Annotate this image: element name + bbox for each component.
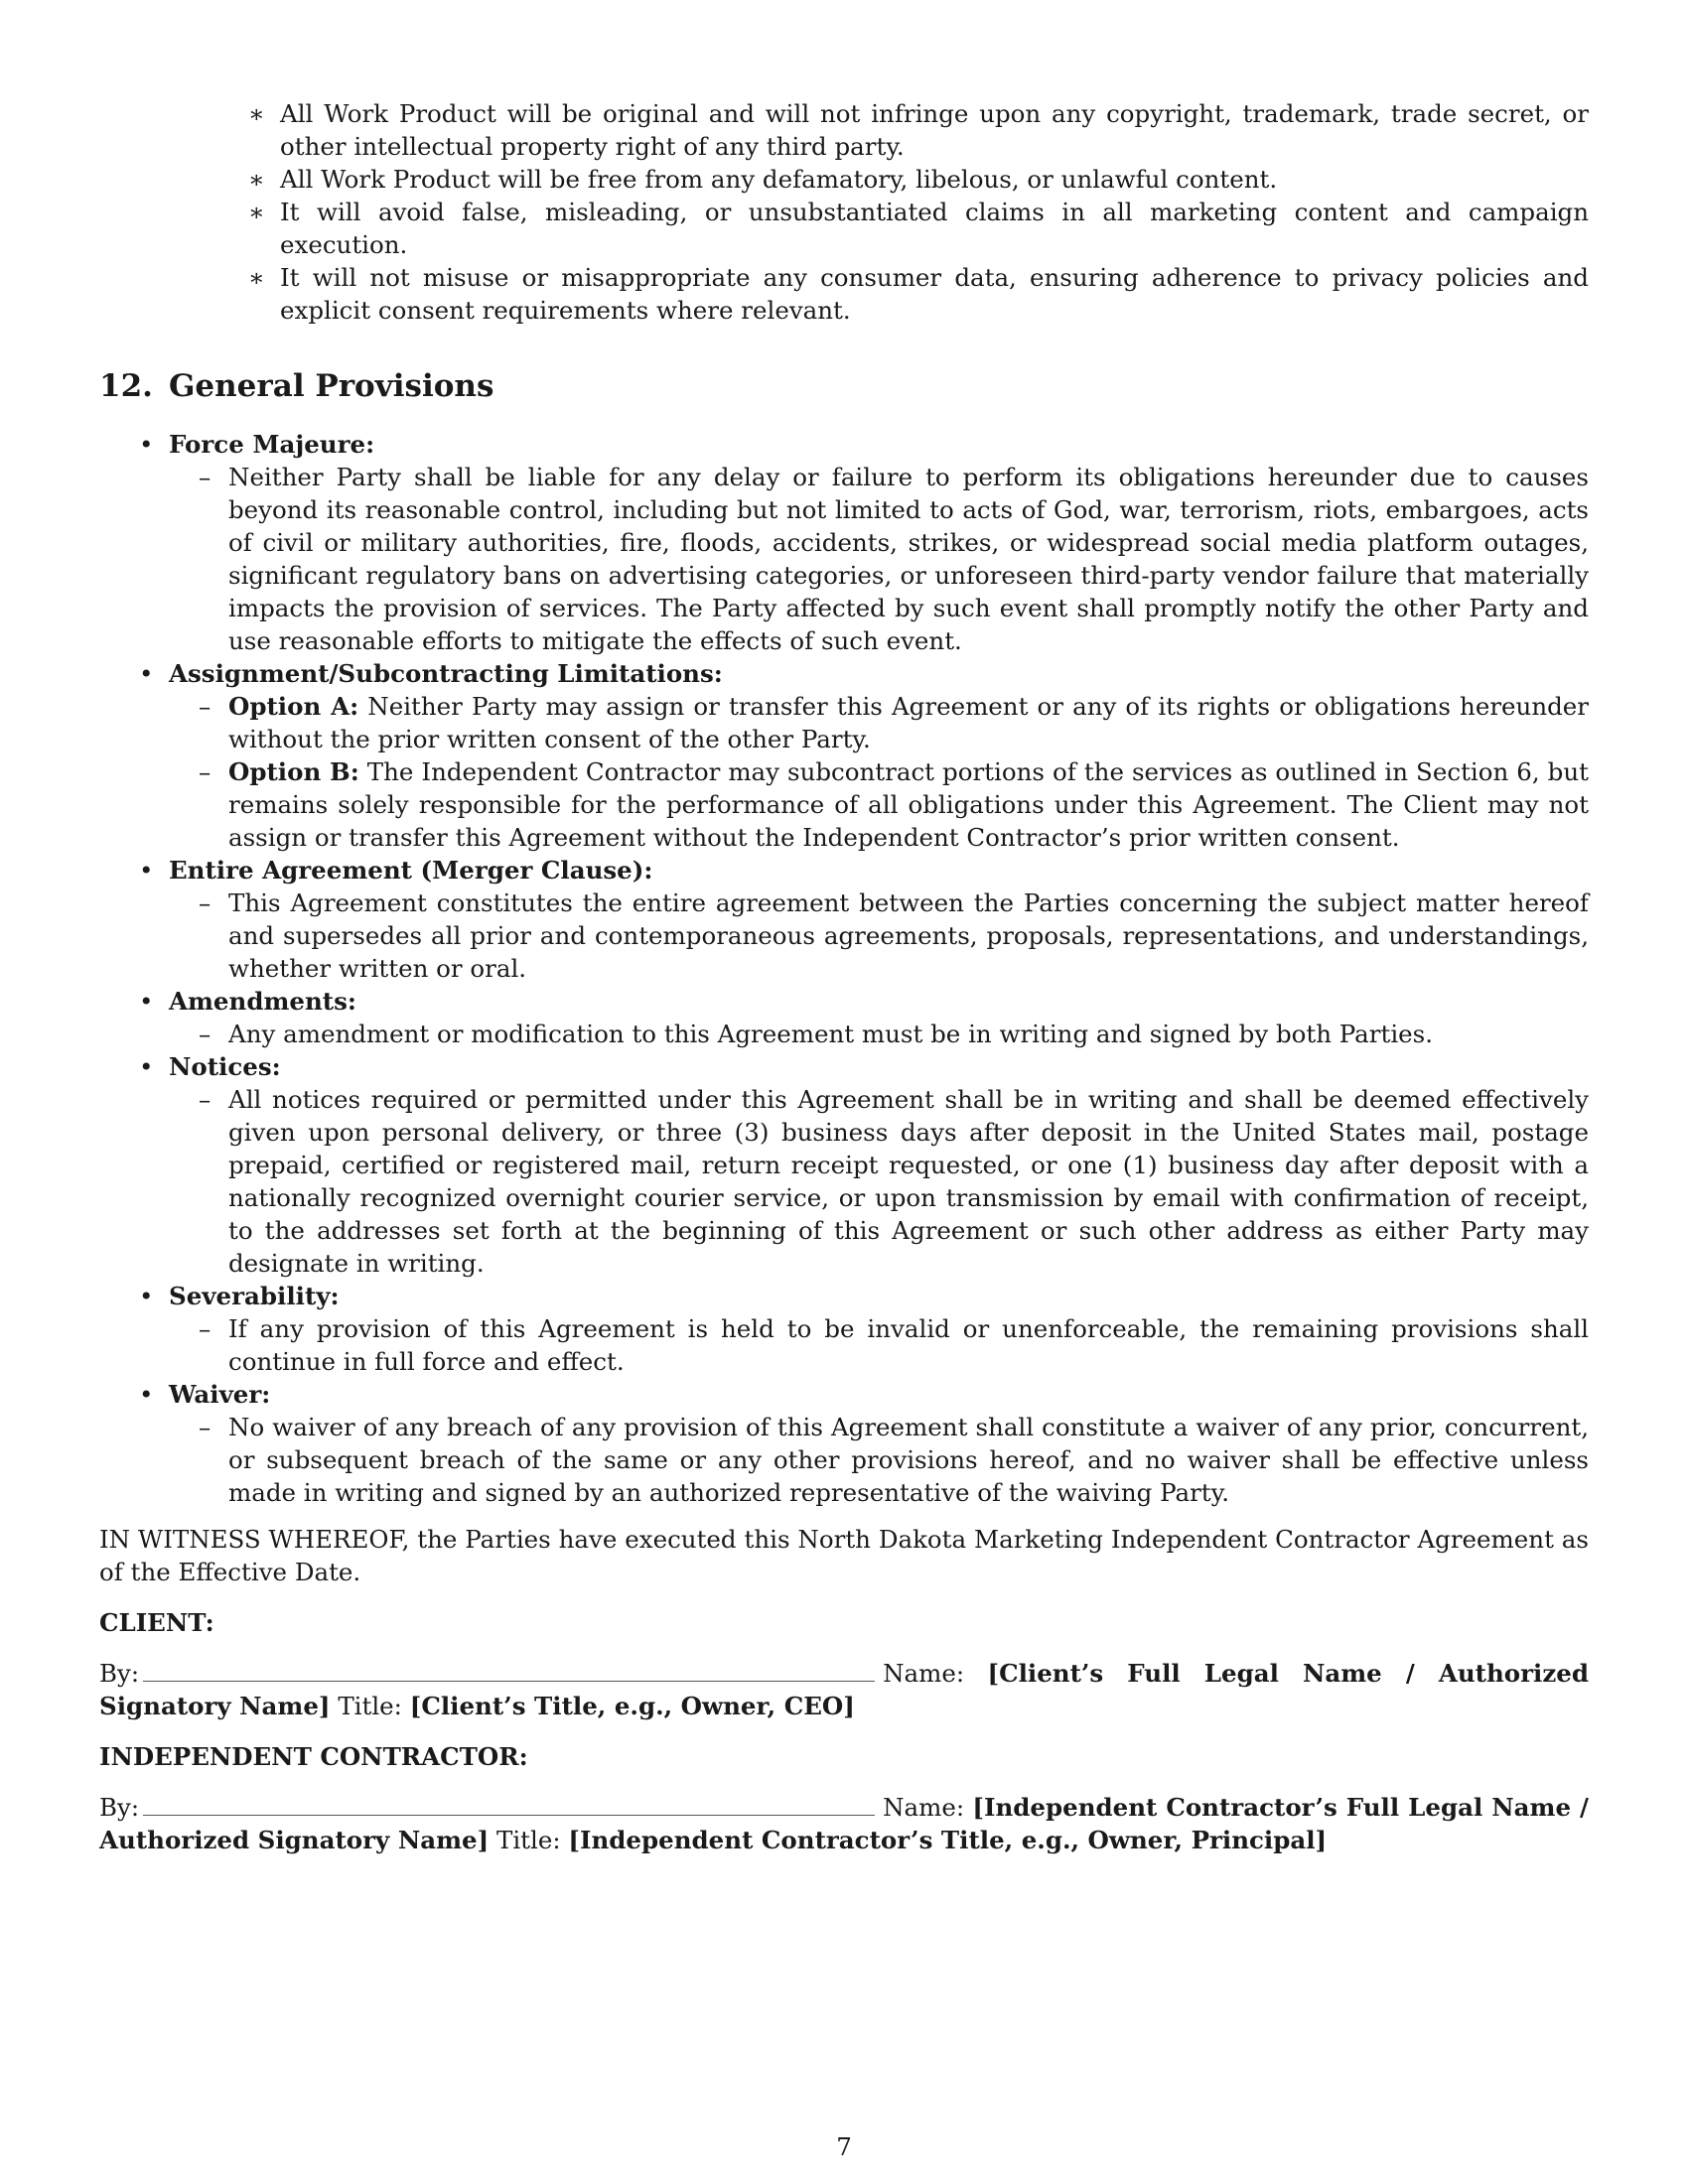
dash-bullet-icon: –	[199, 1020, 211, 1048]
page-content	[99, 97, 1589, 1856]
client-heading: CLIENT:	[99, 1608, 214, 1637]
dash-bullet-icon: –	[199, 463, 211, 491]
title-label: Title:	[496, 1826, 561, 1854]
option-label: Option A:	[228, 692, 359, 721]
list-item: ∗ All Work Product will be original and will not infringe upon any copyright, trademark, trade secret, or other intellectual property right of any third party.	[248, 99, 1589, 161]
provision-label: Entire Agreement (Merger Clause):	[169, 856, 653, 885]
dash-bullet-icon: –	[199, 1314, 211, 1343]
asterisk-bullet-icon: ∗	[248, 198, 265, 226]
client-signature-block	[99, 1657, 1589, 1722]
dash-bullet-icon: –	[199, 757, 211, 786]
list-item: – Option B: The Independent Contractor may subcontract portions of the services as outlined in Section 6, but remains solely responsible for the performance of all obligations under this Agreement. The Client may not assign or transfer this Agreement without the Independent Contractor’s prior written consent.	[199, 757, 1589, 852]
warranty-list	[99, 97, 1589, 327]
section-number: 12.	[99, 368, 153, 404]
list-item: – No waiver of any breach of any provision of this Agreement shall constitute a waiver of any prior, concurrent, or subsequent breach of the same or any other provisions hereof, and no waiver shall be effective unless made in writing and signed by an authorized representative of the waiving Party.	[199, 1413, 1589, 1507]
section-title: General Provisions	[168, 368, 494, 404]
provision-label: Notices:	[169, 1052, 281, 1081]
by-label: By:	[99, 1659, 140, 1688]
option-label: Option B:	[228, 757, 359, 786]
dash-bullet-icon: –	[199, 1413, 211, 1441]
provision-entire-agreement	[99, 854, 1589, 985]
name-label: Name:	[883, 1659, 965, 1688]
document-page	[99, 0, 1589, 2184]
provision-label: Waiver:	[169, 1380, 271, 1409]
provision-notices	[99, 1050, 1589, 1280]
bullet-icon: •	[139, 856, 154, 885]
list-item: – If any provision of this Agreement is held to be invalid or unenforceable, the remaining provisions shall continue in full force and effect.	[199, 1314, 1589, 1376]
title-label: Title:	[338, 1692, 402, 1720]
provision-amendments	[99, 985, 1589, 1050]
asterisk-bullet-icon: ∗	[248, 165, 265, 194]
bullet-icon: •	[139, 987, 154, 1016]
page-number: 7	[836, 2132, 852, 2161]
dash-bullet-icon: –	[199, 692, 211, 721]
contractor-name-value: [Independent Contractor’s Full Legal Name / Authorized Signatory Name]	[99, 1793, 1589, 1854]
contractor-signature-line[interactable]	[143, 1793, 875, 1816]
bullet-icon: •	[139, 1380, 154, 1409]
provisions-list	[99, 428, 1589, 1509]
bullet-icon: •	[139, 1052, 154, 1081]
list-item: – Any amendment or modification to this Agreement must be in writing and signed by both Parties.	[199, 1020, 1434, 1048]
list-item: ∗ It will not misuse or misappropriate any consumer data, ensuring adherence to privacy policies and explicit consent requirements where relevant.	[248, 263, 1589, 325]
name-label: Name:	[883, 1793, 965, 1822]
provision-label: Assignment/Subcontracting Limitations:	[169, 659, 723, 688]
list-item: – Option A: Neither Party may assign or transfer this Agreement or any of its rights or obligations hereunder without the prior written consent of the other Party.	[199, 692, 1589, 753]
dash-bullet-icon: –	[199, 1085, 211, 1114]
provision-assignment	[99, 657, 1589, 854]
dash-bullet-icon: –	[199, 888, 211, 917]
provision-label: Force Majeure:	[169, 430, 375, 459]
section-heading	[99, 366, 1589, 406]
contractor-title-value: [Independent Contractor’s Title, e.g., Owner, Principal]	[568, 1826, 1328, 1854]
by-label: By:	[99, 1793, 140, 1822]
client-signature-line[interactable]	[143, 1659, 875, 1682]
bullet-icon: •	[139, 430, 154, 459]
bullet-icon: •	[139, 1282, 154, 1310]
provision-label: Amendments:	[169, 987, 356, 1016]
bullet-icon: •	[139, 659, 154, 688]
list-item: – This Agreement constitutes the entire agreement between the Parties concerning the subject matter hereof and supersedes all prior and contemporaneous agreements, proposals, representations, and understandings, whether written or oral.	[199, 888, 1589, 983]
asterisk-bullet-icon: ∗	[248, 263, 265, 292]
provision-severability	[99, 1280, 1589, 1378]
list-item: ∗ It will avoid false, misleading, or unsubstantiated claims in all marketing content and campaign execution.	[248, 198, 1589, 259]
client-name-value: [Client’s Full Legal Name / Authorized Signatory Name]	[99, 1659, 1589, 1720]
contractor-heading: INDEPENDENT CONTRACTOR:	[99, 1742, 528, 1771]
provision-force-majeure	[99, 428, 1589, 657]
provision-waiver	[99, 1378, 1589, 1509]
list-item: – Neither Party shall be liable for any delay or failure to perform its obligations hereunder due to causes beyond its reasonable control, including but not limited to acts of God, war, terrorism, riots, embargoes, acts of civil or military authorities, fire, floods, accidents, strikes, or widespread social media platform outages, significant regulatory bans on advertising categories, or unforeseen third-party vendor failure that materially impacts the provision of services. The Party affected by such event shall promptly notify the other Party and use reasonable efforts to mitigate the effects of such event.	[199, 463, 1589, 655]
list-item: ∗ All Work Product will be free from any defamatory, libelous, or unlawful content.	[248, 165, 1278, 194]
client-title-value: [Client’s Title, e.g., Owner, CEO]	[409, 1692, 855, 1720]
list-item: – All notices required or permitted under this Agreement shall be in writing and shall be deemed effectively given upon personal delivery, or three (3) business days after deposit in the United States mail, postage prepaid, certified or registered mail, return receipt requested, or one (1) business day after deposit with a nationally recognized overnight courier service, or upon transmission by email with confirmation of receipt, to the addresses set forth at the beginning of this Agreement or such other address as either Party may designate in writing.	[199, 1085, 1589, 1278]
asterisk-bullet-icon: ∗	[248, 99, 265, 128]
witness-clause: IN WITNESS WHEREOF, the Parties have executed this North Dakota Marketing Independent Contractor Agreement as of the Effective Date.	[99, 1525, 1589, 1586]
contractor-signature-block	[99, 1791, 1589, 1856]
provision-label: Severability:	[169, 1282, 340, 1310]
